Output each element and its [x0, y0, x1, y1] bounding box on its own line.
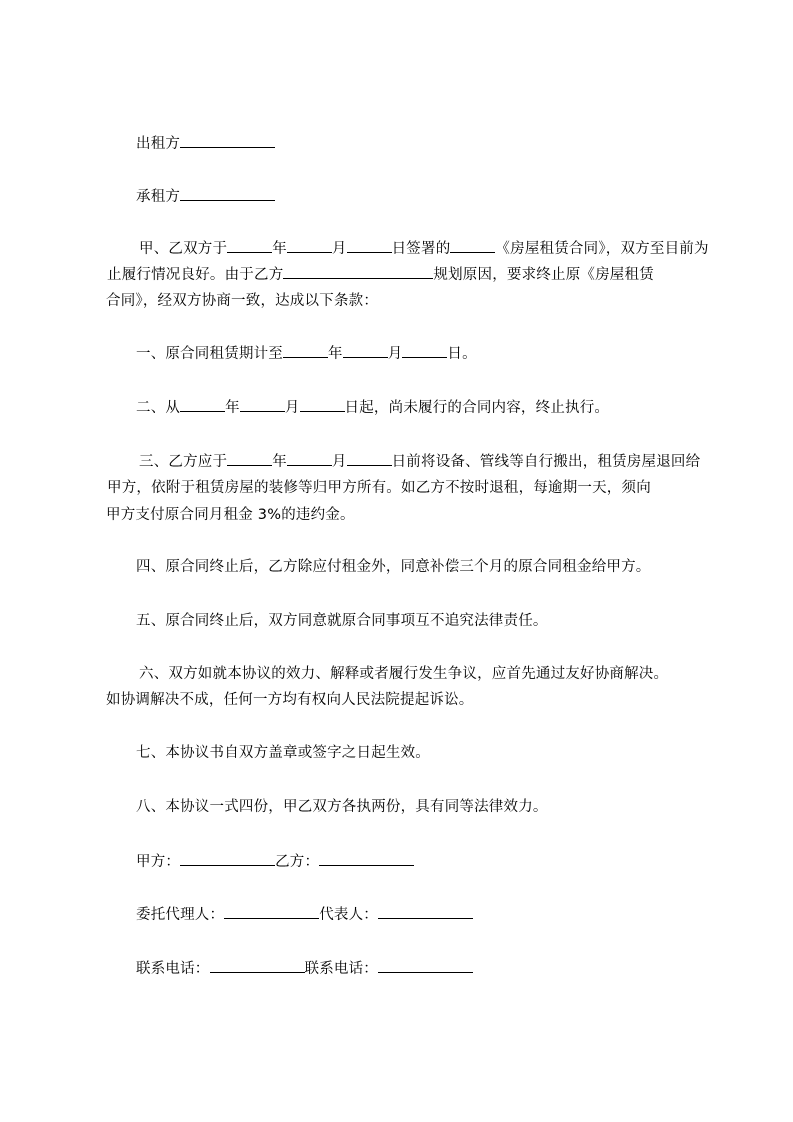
signature-phones [136, 958, 473, 979]
intro-line-3 [106, 291, 378, 311]
lessee-blank[interactable] [180, 186, 275, 201]
lessee-line [136, 186, 275, 207]
lessee-label: 承租方 [136, 189, 181, 205]
agent-label: 委托代理人： [136, 907, 225, 923]
clause-8-text: 八、本协议一式四份，甲乙双方各执两份，具有同等法律效力。 [136, 799, 548, 815]
intro-line-1 [139, 238, 709, 259]
signature-parties [136, 851, 414, 872]
signature-agents [136, 904, 473, 925]
agent-blank[interactable] [224, 904, 319, 919]
party-b-blank[interactable] [319, 851, 414, 866]
intro-year-label: 年 [272, 241, 287, 257]
clause-3-text-4: 甲方支付原合同月租金 3%的违约金。 [106, 507, 355, 523]
clause-3-month-label: 月 [331, 454, 347, 470]
clause-8 [136, 797, 548, 817]
lessor-label: 出租方 [136, 136, 181, 152]
clause-4-text: 四、原合同终止后，乙方除应付租金外，同意补偿三个月的原合同租金给甲方。 [136, 559, 651, 575]
clause-1-day-label: 日。 [447, 346, 477, 362]
phone-a-label: 联系电话： [136, 961, 210, 977]
party-a-blank[interactable] [180, 851, 275, 866]
intro-reason-blank[interactable] [283, 264, 433, 279]
clause-3-text: 三、乙方应于 [139, 454, 228, 470]
clause-2 [136, 397, 609, 418]
clause-7 [136, 743, 430, 763]
phone-b-blank[interactable] [378, 958, 473, 973]
clause-3-text-2: 日前将设备、管线等自行搬出，租赁房屋退回给 [391, 454, 701, 470]
intro-text-4: 合同》，经双方协商一致，达成以下条款： [106, 293, 379, 309]
clause-3-day-blank[interactable] [347, 451, 392, 466]
clause-5-text: 五、原合同终止后，双方同意就原合同事项互不追究法律责任。 [136, 613, 548, 629]
clause-2-month-blank[interactable] [240, 397, 285, 412]
clause-1-text: 一、原合同租赁期计至 [136, 346, 283, 362]
clause-3-line-3 [106, 505, 355, 525]
clause-1 [136, 343, 477, 364]
phone-a-blank[interactable] [210, 958, 305, 973]
intro-contract-title: 《房屋租赁合同》，双方至目前为 [495, 241, 709, 257]
clause-1-month-blank[interactable] [343, 343, 388, 358]
clause-2-text: 二、从 [136, 400, 181, 416]
phone-b-label: 联系电话： [304, 961, 378, 977]
intro-text: 甲、乙双方于 [139, 241, 228, 257]
clause-2-month-label: 月 [284, 400, 300, 416]
representative-label: 代表人： [319, 907, 379, 923]
lessor-blank[interactable] [180, 133, 275, 148]
clause-2-suffix: 日起，尚未履行的合同内容，终止执行。 [344, 400, 610, 416]
clause-1-month-label: 月 [387, 346, 403, 362]
clause-4 [136, 557, 651, 577]
clause-2-day-blank[interactable] [300, 397, 345, 412]
intro-signed-text: 日签署的 [391, 241, 451, 257]
clause-2-year-label: 年 [225, 400, 240, 416]
clause-3-line-2 [107, 478, 651, 498]
party-b-label: 乙方： [275, 854, 320, 870]
intro-month-label: 月 [331, 241, 347, 257]
clause-6-text-2: 如协调解决不成，任何一方均有权向人民法院提起诉讼。 [106, 692, 474, 708]
clause-3-line-1 [139, 451, 700, 472]
clause-6-line-2 [106, 690, 474, 710]
intro-line-2 [107, 264, 654, 285]
intro-text-2: 止履行情况良好。由于乙方 [107, 267, 284, 283]
clause-5 [136, 611, 548, 631]
representative-blank[interactable] [378, 904, 473, 919]
clause-1-year-label: 年 [328, 346, 343, 362]
lessor-line [136, 133, 275, 154]
intro-year-blank[interactable] [227, 238, 272, 253]
clause-2-year-blank[interactable] [180, 397, 225, 412]
clause-3-text-3: 甲方，依附于租赁房屋的装修等归甲方所有。如乙方不按时退租，每逾期一天，须向 [107, 480, 651, 496]
intro-text-3: 规划原因，要求终止原《房屋租赁 [433, 267, 654, 283]
clause-6-text: 六、双方如就本协议的效力、解释或者履行发生争议，应首先通过友好协商解决。 [139, 666, 669, 682]
clause-3-year-blank[interactable] [227, 451, 272, 466]
intro-blank-4[interactable] [450, 238, 495, 253]
clause-1-day-blank[interactable] [402, 343, 447, 358]
party-a-label: 甲方： [136, 854, 181, 870]
intro-day-blank[interactable] [347, 238, 392, 253]
clause-3-year-label: 年 [272, 454, 287, 470]
intro-month-blank[interactable] [287, 238, 332, 253]
clause-6-line-1 [139, 664, 668, 684]
clause-1-year-blank[interactable] [283, 343, 328, 358]
clause-3-month-blank[interactable] [287, 451, 332, 466]
clause-7-text: 七、本协议书自双方盖章或签字之日起生效。 [136, 745, 430, 761]
